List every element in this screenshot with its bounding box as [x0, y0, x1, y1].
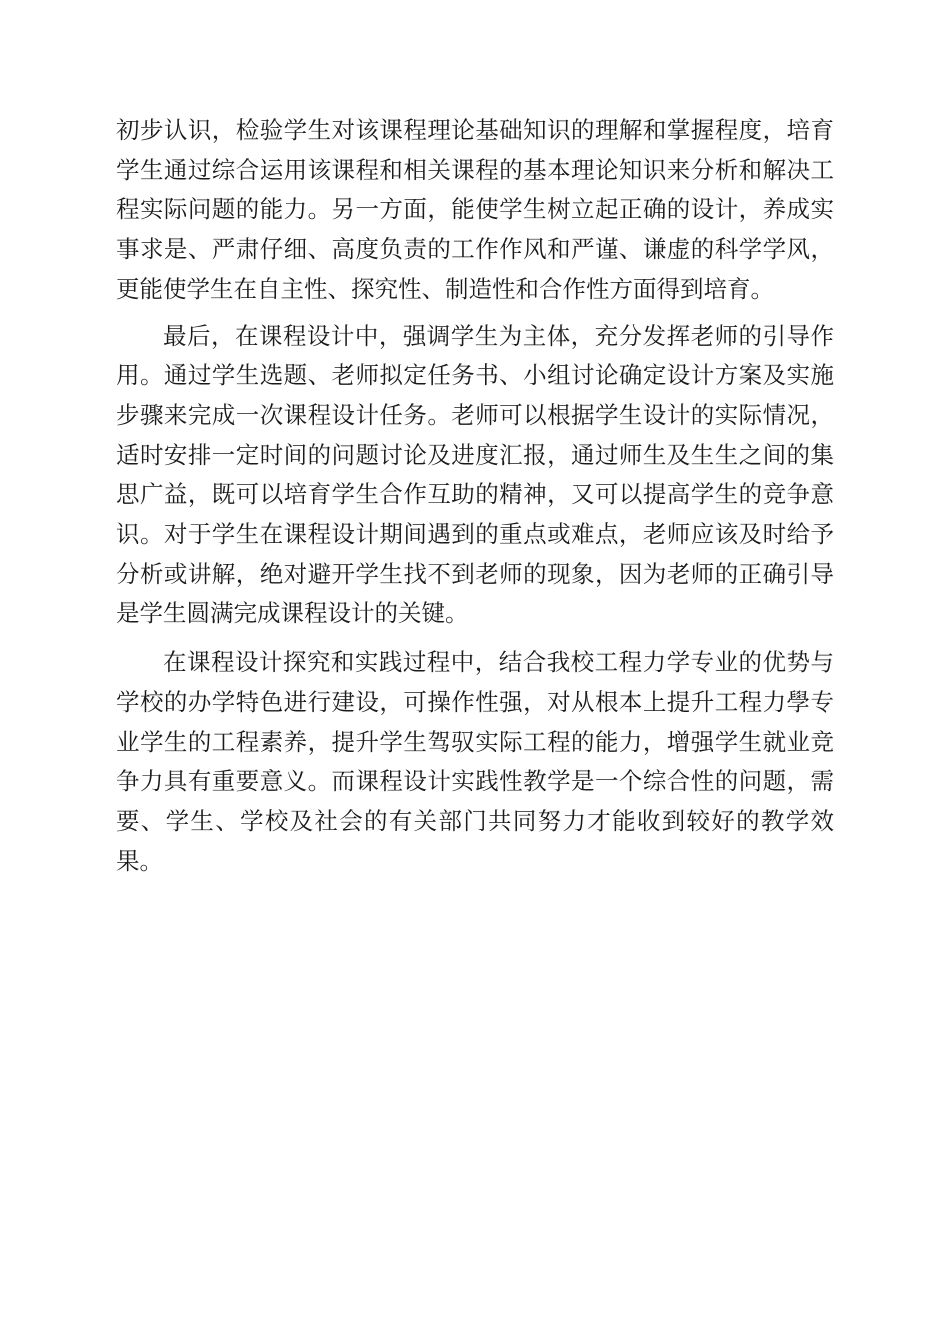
document-body — [116, 111, 834, 881]
paragraph-continued: 初步认识，检验学生对该课程理论基础知识的理解和掌握程度，培育学生通过综合运用该课程和相关课程的基本理论知识来分析和解决工程实际问题的能力。另一方面，能使学生树立起正确的设计，养成实事求是、严肃仔细、高度负责的工作作风和严谨、谦虚的科学学风，更能使学生在自主性、探究性、制造性和合作性方面得到培育。 — [116, 116, 834, 303]
paragraph-finally: 最后，在课程设计中，强调学生为主体，充分发挥老师的引导作用。通过学生选题、老师拟定任务书、小组讨论确定设计方案及实施步骤来完成一次课程设计任务。老师可以根据学生设计的实际情况，适时安排一定时间的问题讨论及进度汇报，通过师生及生生之间的集思广益，既可以培育学生合作互助的精神，又可以提高学生的竞争意识。对于学生在课程设计期间遇到的重点或难点，老师应该及时给予分析或讲解，绝对避开学生找不到老师的现象，因为老师的正确引导是学生圆满完成课程设计的关键。 — [116, 321, 834, 628]
paragraph-conclusion: 在课程设计探究和实践过程中，结合我校工程力学专业的优势与学校的办学特色进行建设，可操作性强，对从根本上提升工程力學专业学生的工程素养，提升学生驾驭实际工程的能力，增强学生就业竞争力具有重要意义。而课程设计实践性教学是一个综合性的问题，需要、学生、学校及社会的有关部门共同努力才能收到较好的教学效果。 — [116, 648, 834, 875]
